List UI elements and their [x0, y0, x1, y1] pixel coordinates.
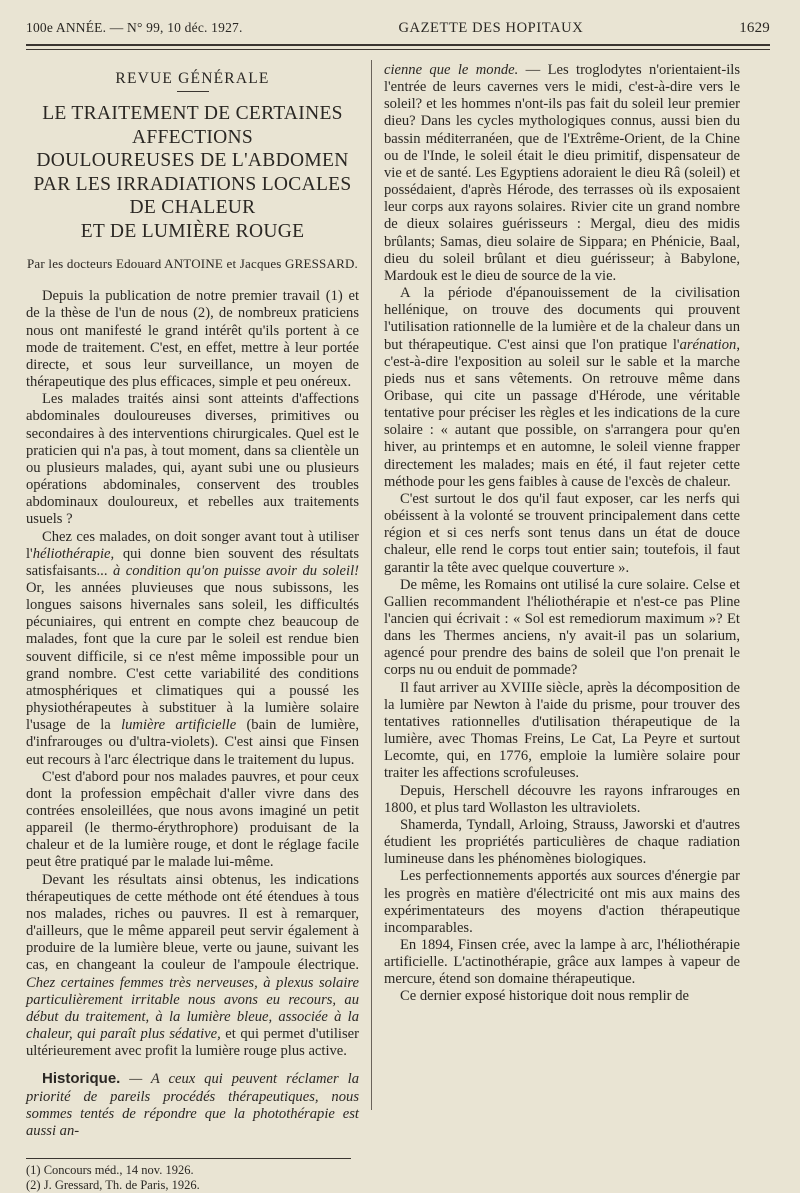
byline: Par les docteurs Edouard ANTOINE et Jacques GRESSARD.	[27, 256, 358, 272]
paragraph: Ce dernier exposé historique doit nous remplir de	[400, 988, 689, 1005]
text-run: Devant les résultats ainsi obtenus, les indications thérapeutiques de cette méthode ont été étendues à tous nos malades, riches ou pauvres. Il est à remarquer, d'ailleurs, que le même appareil peut servir également à produire de la lumière bleue, verte ou jaune, suivant les cas, en changeant la couleur de l'ampoule électrique.	[26, 871, 359, 974]
text-run: A la période d'épanouissement de la civilisation hellénique, on trouve des documents qui prouvent l'utilisation rationnelle de la lumière et de la chaleur dans un but thérapeutique. C'est ainsi que l'on pratique l'	[384, 285, 740, 353]
footnote-rule	[26, 1158, 351, 1159]
paragraph: Depuis la publication de notre premier travail (1) et de la thèse de l'un de nous (2), de nombreux praticiens nous ont manifesté le grand intérêt qu'ils portent à ce mode de traitement. C'est, en effet, mettre à leur portée directe, et sous leur surveillance, un moyen de thérapeutique des plus efficaces, simple et peu onéreux.	[26, 288, 359, 391]
title-line: DOULOUREUSES DE L'ABDOMEN	[36, 150, 349, 172]
paragraph	[384, 285, 740, 491]
paragraph: Les malades traités ainsi sont atteints d'affections abdominales douloureuses diverses, primitives ou secondaires à des interventions chirurgicales. Quel est le praticien qui n'a pas, à tout moment, dans sa clientèle un ou plusieurs malades, qui, ayant subi une ou plusieurs opérations abdominales, conservent des troubles abdominaux douloureux, et rebelles aux traitements usuels ?	[26, 391, 359, 528]
paragraph: Depuis, Herschell découvre les rayons infrarouges en 1800, et plus tard Wollaston les ultraviolets.	[384, 782, 740, 816]
paragraph: En 1894, Finsen crée, avec la lampe à arc, l'héliothérapie artificielle. L'actinothérapie, grâce aux lampes à vapeur de mercure, étend son domaine thérapeutique.	[384, 936, 740, 988]
title-line: LE TRAITEMENT DE CERTAINES AFFECTIONS	[42, 103, 343, 148]
paragraph: Shamerda, Tyndall, Arloing, Strauss, Jaworski et d'autres étudient les propriétés particulières de chaque radiation lumineuse dans les phénomènes biologiques.	[384, 816, 740, 868]
left-column	[26, 62, 359, 1193]
paragraph	[26, 872, 359, 1061]
header-rule	[26, 44, 770, 46]
text-run: , qui donne bien souvent des résultats satisfaisants...	[26, 545, 359, 579]
text-run: et qui permet d'utiliser ultérieurement avec profit la lumière rouge plus active.	[26, 1026, 360, 1060]
article-title	[26, 102, 359, 243]
header-rule-thin	[26, 49, 770, 50]
section-rule	[177, 91, 209, 92]
emphasis: arénation	[679, 336, 737, 353]
emphasis: — A ceux qui peuvent réclamer la priorité de pareils procédés thérapeutiques, nous sommes tentés de répondre que la photothérapie est aussi an-	[26, 1071, 359, 1139]
text-run: , c'est-à-dire l'exposition au soleil sur le sable et la marche pieds nus et sans vêtements. On retrouve même dans Oribase, qui cite un passage d'Hérode, une véritable tentative pour préciser les règles et les indications de la cure solaire : « autant que possible, on s'arrangera pour qu'en hiver, au printemps et en automne, le soleil vienne frapper directement les malades; mais en été, il faut rejeter cette méthode pour les gens faibles à cause de l'excès de chaleur.	[384, 336, 740, 490]
emphasis: héliothérapie	[32, 545, 111, 562]
paragraph: C'est surtout le dos qu'il faut exposer, car les nerfs qui obéissent à la volonté se trouvent principalement dans cette région et si ces nerfs sont tenus dans un état de douce chaleur, elle rend le corps tout entier sain; toutefois, il faut garantir la tête avec quelque couverture ».	[384, 490, 740, 576]
subsection-heading: Historique.	[42, 1070, 121, 1088]
right-column	[384, 62, 740, 1006]
emphasis: Chez certaines femmes très nerveuses, à plexus solaire particulièrement irritable nous avons eu recours, au début du traitement, à la lumière bleue, associée à la chaleur, qui paraît plus sédative,	[26, 974, 359, 1043]
section-heading: REVUE GÉNÉRALE	[115, 70, 270, 87]
paragraph	[26, 529, 359, 769]
journal-title: GAZETTE DES HOPITAUX	[398, 19, 584, 36]
page-number: 1629	[739, 19, 770, 36]
emphasis: cienne que le monde.	[384, 62, 519, 78]
paragraph: Les perfectionnements apportés aux sources d'énergie par les progrès en matière d'électricité ont mis aux mains des expérimentateurs des moyens d'action thérapeutique incomparables.	[384, 868, 740, 936]
column-divider	[371, 60, 372, 1110]
title-line: PAR LES IRRADIATIONS LOCALES DE CHALEUR	[33, 173, 352, 219]
text-run: Chez ces malades, on doit songer avant tout à utiliser l'	[26, 528, 359, 562]
emphasis: lumière artificielle	[121, 717, 237, 734]
text-run: — Les troglodytes n'orientaient-ils l'entrée de leurs cavernes vers le midi, c'est-à-dire vers le soleil? et les hommes n'ont-ils pas fait du soleil leur premier dieu? Dans les cycles mythologiques connus, aussi bien du bassin méditerranéen, que de l'Extrême-Orient, de la Chine ou de l'Inde, le soleil était le dieu primitif, dispensateur de vie et de santé. Les Egyptiens adoraient le dieu Râ (soleil) et possédaient, d'après Hérode, des terrasses où ils exposaient leur corps aux rayons solaires. Rivier cite un grand nombre de dieux solaires guérisseurs : Mergal, dieu des midis brûlants; Samas, dieu solaire de Sippara; en Phénicie, Baal, dieu du soleil brûlant et dieu guérisseur; à Babylone, Mardouk est le dieu de source de la vie.	[384, 62, 740, 284]
footnote: (1) Concours méd., 14 nov. 1926.	[26, 1162, 194, 1177]
paragraph	[384, 62, 740, 285]
text-run: (bain de lumière, d'infrarouges ou d'ultra-violets). C'est ainsi que Finsen eut recours à l'arc électrique dans le traitement du lupus.	[26, 717, 359, 768]
footnote: (2) J. Gressard, Th. de Paris, 1926.	[26, 1177, 200, 1192]
paragraph: C'est d'abord pour nos malades pauvres, et pour ceux dont la profession empêchait d'aller vivre dans des contrées ensoleillées, que nous avons imaginé un petit appareil (le thermo-érythrophore) produisant de la chaleur et de la lumière rouge, et dont le réglage facile peut être pratiqué par le malade lui-même.	[26, 768, 359, 871]
paragraph: Il faut arriver au XVIIIe siècle, après la décomposition de la lumière par Newton à l'aide du prisme, pour trouver des tentatives rationnelles d'utilisation thérapeutique de la lumière, avec Thomas Freins, Le Cat, La Peyre et surtout Lecomte, qui, en 1776, emploie la lumière solaire pour traiter les affections scrofuleuses.	[384, 679, 740, 782]
issue-info: 100e ANNÉE. — N° 99, 10 déc. 1927.	[26, 20, 243, 35]
title-line: ET DE LUMIÈRE ROUGE	[80, 220, 305, 242]
emphasis: à condition qu'on puisse avoir du soleil!	[112, 562, 360, 579]
page-header	[26, 16, 770, 40]
paragraph: De même, les Romains ont utilisé la cure solaire. Celse et Gallien recommandent l'héliothérapie et n'est-ce pas Pline l'ancien qui écrivait : « Sol est remediorum maximum »? Et dans les Thermes anciens, n'y avait-il pas un solarium, agencé pour prendre des bains de soleil que l'on prenait le corps nu ou enduit de pommade?	[384, 576, 740, 679]
paragraph	[26, 1070, 359, 1140]
text-run: Or, les années pluvieuses que nous subissons, les longues saisons hivernales sans soleil, les difficultés pécuniaires, qui entrent en compte chez beaucoup de malades, font que la cure par le soleil est rendue bien souvent difficile, si ce n'est même impossible pour un grand nombre. C'est cette variabilité des conditions atmosphériques et climatiques qui a poussé les physiothérapeutes à substituer à la lumière solaire l'usage de la	[26, 579, 359, 734]
